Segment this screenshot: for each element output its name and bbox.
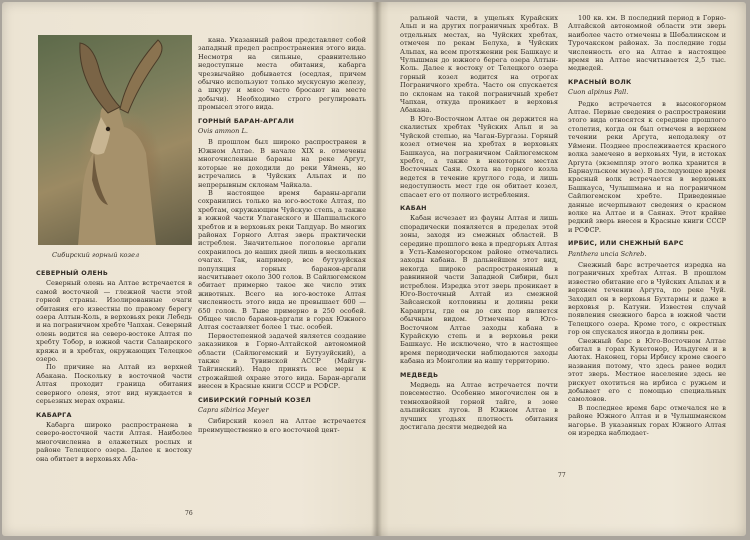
right-column-left <box>400 14 558 432</box>
argali-paragraph-3: Первостепенной задачей является создание заказников в Горно-Алтайской автономной области (Сайлюгемский и Бутузуйский), а также в Тувинской АССР (Майгун-Тайгинский). Надо принять все меры к строжайшей охране этого вида. Баран-аргали внесен в Красные книги СССР и РСФСР. <box>198 331 366 391</box>
kabarga-continuation: кана. Указанный район представляет собой западный предел распространения этого вида. Несмотря на сильные, сравнительно недоступные места обитания, кабарга чрезвычайно добывается (оседлая, причем обычно используют только мускусную железу, а шкуру и мясо часто бросают на месте добычи). Необходимо строго регулировать промысел этого вида. <box>198 36 366 112</box>
irbis-heading: ИРБИС, ИЛИ СНЕЖНЫЙ БАРС <box>568 239 684 248</box>
bear-paragraph-1: Медведь на Алтае встречается почти повсеместно. Особенно многочислен он в темнохвойной горной тайге, в зоне альпийских лугов. В Южном Алтае в лучших угодьях плотность обитания достигала десяти медведей на <box>400 381 558 432</box>
argali-paragraph-2: В настоящее время бараны-аргали сохранились только на юго-востоке Алтая, по хребтам, окружающим Чуйскую степь, а также в южной части Улаганского и Шапшальского хребтов и в верховьях реки Тапдуар. Во многих районах Горного Алтая зверь практически истреблен. Значительное поголовье аргали сохранилось до наших дней лишь в нескольких очагах. Так, например, все бутузуйская популяция горных баранов-аргали насчитывает около 300 голов. В Сайлюгемском обитает примерно такое же число этих животных. Всего на юго-востоке Алтая численность этого вида не превышает 600 — 650 голов. В Тыве примерно в 250 особей. Общее число баранов-аргали в горах Южного Алтая составляет более 1 тыс. особей. <box>198 188 366 332</box>
kabarga-heading: КАБАРГА <box>36 410 72 419</box>
wolf-paragraph-1: Редко встречается в высокогорном Алтае. Первые сведения о распространении этого вида относятся к середине прошлого столетия, когда он был отмечен в верхнем течении реки Аргута, неподалеку от Уймени. Позднее прослеживается красного волка замечено в верховьях Чуи, в истоках Аргута (экземпляр этого волка хранится в Барнаульском музее). В последующее время красный волк встречается в верховьях Башкауса, Чулышмана и на пограничном Сайлюгемском хребте. Приведенные данные исчерпывают сведения о красном волке на Алтае и в Саянах. Этот крайне редкий зверь внесен в Красные книги СССР и РСФСР. <box>568 99 726 234</box>
bear-continuation: 100 кв. км. В последний период в Горно-Алтайской автономной области эти зверь наиболее часто отмечены в Шебалинском и Турочакском районах. За последние годы численность его на Алтае в настоящее время на Алтае насчитывается 2,5 тыс. медведей. <box>568 14 726 73</box>
boar-paragraph-1: Кабан исчезает из фауны Алтая и лишь спорадически появляется в пределах этой зоны, заходя из смежных областей. В середине прошлого века в предгорьях Алтая в Усть-Каменогорском районе отмечались заходы кабана. В дальнейшем этот вид, некогда широко распространенный в равнинной части Западной Сибири, был истреблен. Изредка этот зверь проникает в Юго-Восточный Алтай из смежной Зайсанской котловины и долины реки Караирты, где он до сих пор является обычным видом. Отмечены в Юго-Восточном Алтае заходы кабана в Курайскую степь и в верховья реки Башкаус. Не исключено, что в настоящее время периодически наблюдаются заходы кабана из Монголии на нашу территорию. <box>400 214 558 366</box>
deer-paragraph-1: Северный олень на Алтае встречается в самой восточной — глежной части этой горной страны. Изолированные очаги обитания его известны по правому берегу озера Алтын-Коль, в верховьях реки Лебедь и на пограничном хребте Чапхан. Северный олень водится на северо-востоке Алтая по хребту Тобор, в южной части Салаирского кряжа и в хребтах, окружающих Телецкое озеро. <box>36 279 192 364</box>
argali-paragraph-1: В прошлом был широко распространен в Южном Алтае. В начале XIX в. отмечены многочисленные бараны на реке Аргут, которые не доходили до реки Уймень, но встречались в Чуйских Альпах и по непрерывным склонам Чайкала. <box>198 138 366 189</box>
deer-paragraph-2: По причине на Алтай из верхней Абакана. Поскольку в восточной части Алтая проходит граница обитания северного оленя, этот вид нуждается в серьезных мерах охраны. <box>36 363 192 406</box>
photo-caption: Сибирский горный козел <box>52 251 140 259</box>
ibex-continuation-2: В Юго-Восточном Алтае он держится на скалистых хребтах Чуйских Альп и за Чуйской степью, на Чаган-Бургазы. Горный козел отмечен на хребтах в верховьях Башкауса, на пограничном Сайлюгемском хребте, а также в некоторых местах Восточных Саян. Охота на горного козла ведется в течение круглого года, и лишь недоступность мест где он обитает козел, спасает его от полного истребления. <box>400 114 558 199</box>
left-column-right <box>198 36 366 434</box>
right-column-right <box>568 14 726 438</box>
book-fold <box>372 2 382 536</box>
book-spread <box>2 2 746 536</box>
irbis-paragraph-3: В последнее время барс отмечался не в районе Южного Алтая и в Чулышманском нагорье. В указанных горах Южного Алтая он изредка наблюдает- <box>568 403 726 438</box>
irbis-latin: Panthera uncia Schreb. <box>568 249 647 258</box>
ibex-body <box>78 103 156 245</box>
argali-heading: ГОРНЫЙ БАРАН-АРГАЛИ <box>198 116 295 125</box>
left-column-left <box>36 264 192 463</box>
wolf-latin: Cuon alpinus Pall. <box>568 88 629 97</box>
bear-heading: МЕДВЕДЬ <box>400 370 439 379</box>
ibex-latin: Capra sibirica Meyer <box>198 406 269 415</box>
ibex-illustration <box>38 35 192 245</box>
ibex-photo <box>38 35 192 245</box>
argali-latin: Ovis ammon L. <box>198 127 248 136</box>
wolf-heading: КРАСНЫЙ ВОЛК <box>568 77 632 86</box>
kabarga-paragraph-1: Кабарга широко распространена в северо-восточной части Алтая. Наиболее многочисленна в елажетных рослых и районе Телецкого озера. Далее к востоку она обитает в верховьях Аба- <box>36 420 192 463</box>
right-page-number: 77 <box>558 472 566 479</box>
irbis-paragraph-1: Снежный барс встречается изредка на пограничных хребтах Алтая. В прошлом известно обитание его в Чуйских Альпах и в верхнем течении Аргута, по реке Чуй. Заходил он в верховья Бухтармы и даже в верховья р. Катуни. Известен случай появления снежного барса в южной части Телецкого озера. Кроме того, с окрестных гор он спускался иногда в долины рек. <box>568 260 726 337</box>
ibex-horn-left <box>80 43 120 113</box>
boar-heading: КАБАН <box>400 203 427 212</box>
irbis-paragraph-2: Снежный барс в Юго-Восточном Алтае обитал в горах Кукетонор, Ильдугем и в Аютах. Наконец, горы Ирбису кроме своего названия потому, что здесь ранее водил этот зверь. Местное население здесь не рискует охотиться на ирбиса с ружьем и добывает его с помощью специальных самоловов. <box>568 336 726 404</box>
ibex-heading: СИБИРСКИЙ ГОРНЫЙ КОЗЕЛ <box>198 395 311 404</box>
ibex-paragraph-1: Сибирский козел на Алтае встречается преимущественно в его восточной цент- <box>198 417 366 434</box>
ibex-eye <box>106 127 110 131</box>
ibex-horn-right <box>120 40 162 113</box>
ibex-continuation: ральной части, в ущельях Курайских Альп и на других пограничных хребтах. В отдельных местах, на Чуйских хребтах, отмечен по рекам Белуха, в Чуйских Альпах, на всем протяжении рек Башкаус и Чулышман до южного берега озера Алтын-Коль. Далее к востоку от Телецкого озера горный козел водится на отрогах Пограничного хребта. Часто он спускается по склонам на такой пограничный хребет Чапхан, откуда проникает в верховья Абакана. <box>400 14 558 115</box>
left-page-number: 76 <box>185 510 193 517</box>
deer-heading: СЕВЕРНЫЙ ОЛЕНЬ <box>36 269 109 277</box>
